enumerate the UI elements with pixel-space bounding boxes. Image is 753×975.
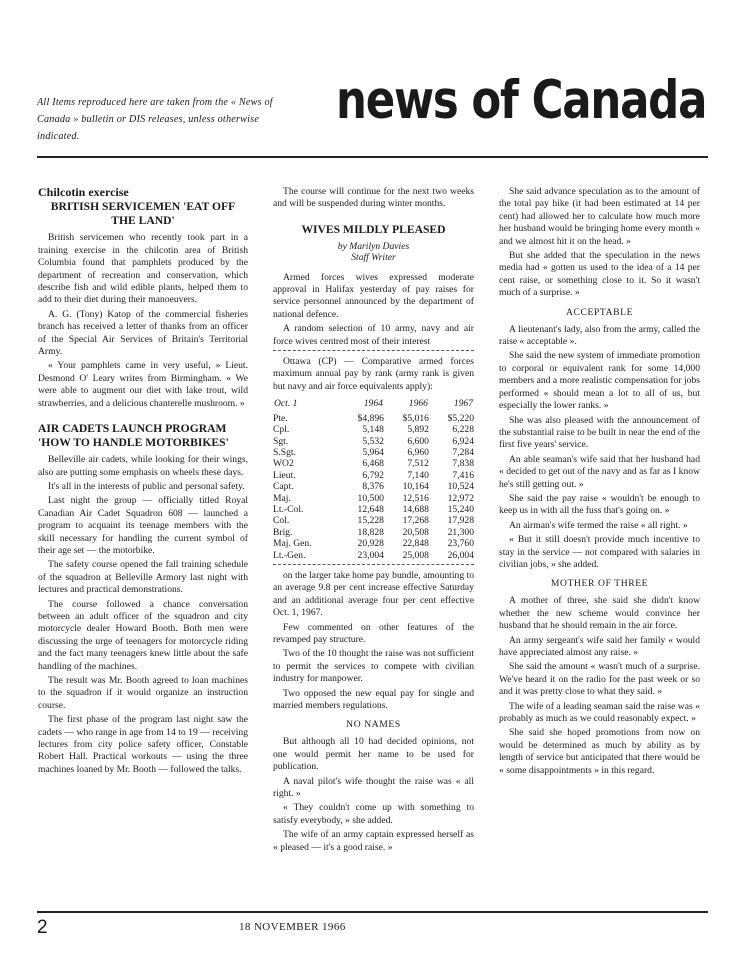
pay-cell: 20,508 — [402, 526, 429, 538]
pay-table-row — [273, 493, 474, 504]
rank-cell: Brig. — [273, 526, 293, 538]
pay-cell: 15,240 — [447, 503, 474, 515]
article2-body — [38, 454, 248, 776]
pay-cell: 7,512 — [407, 458, 429, 470]
footer-rule — [37, 911, 708, 913]
paragraph: A. G. (Tony) Katop of the commercial fisheries branch has received a letter of thanks from an officer of the Special Air Services of Britain's Territorial Army. — [38, 308, 248, 358]
column-3 — [499, 186, 700, 779]
rank-cell: Sgt. — [273, 435, 289, 447]
subhead-mother-of-three: MOTHER OF THREE — [550, 578, 649, 590]
paragraph: Belleville air cadets, while looking for their wings, also are putting some emphasis on wheels these days. — [38, 454, 248, 478]
pay-cell: $5,220 — [447, 412, 474, 424]
rank-cell: Maj. — [273, 492, 291, 504]
pay-cell: 14,688 — [402, 503, 429, 515]
paragraph: The wife of a leading seaman said the raise was « probably as much as we could reasonably expect. » — [499, 700, 700, 725]
pay-cell: 6,228 — [452, 424, 474, 436]
pay-cell: 20,928 — [357, 538, 384, 550]
column-1 — [38, 186, 248, 778]
article1-headline: BRITISH SERVICEMEN 'EAT OFF THE LAND' — [50, 200, 236, 228]
paragraph: The course will continue for the next two weeks and will be suspended during winter months. — [273, 186, 474, 210]
page-number: 2 — [37, 917, 48, 938]
pay-cell: 6,924 — [452, 435, 474, 447]
article1-body — [38, 232, 248, 410]
paragraph: Few commented on other features of the revamped pay structure. — [273, 621, 474, 645]
pay-table-intro: Ottawa (CP) — Comparative armed forces maximum annual pay by rank (army rank is given but navy and air force equivalents apply): — [273, 356, 474, 392]
rank-cell: WO2 — [273, 458, 294, 470]
rank-cell: Pte. — [273, 412, 288, 424]
paragraph: « Your pamphlets came in very useful, » Lieut. Desmond O' Leary writes from Birmingham. « We were able to augment our diet with lake trout, wild strawberries, and a delicious chanterelle mushroom. » — [38, 360, 248, 409]
paragraph: The wife of an army captain expressed herself as « pleased — it's a good raise. » — [273, 829, 474, 853]
paragraph: The first phase of the program last night saw the cadets — who range in age from 14 to 19 — receiving lectures from city police safety officer, Constable Robert Hall. Practical workouts — using the three machines loaned by Mr. Booth — followed the talks. — [38, 714, 248, 775]
paragraph: But she added that the speculation in the news media had « gotten us used to the idea of a 14 per cent raise, or something close to it. So it wasn't much of a surprise. » — [499, 250, 700, 299]
pay-table-body — [273, 413, 474, 561]
pay-table-row — [273, 515, 474, 526]
paragraph: She was also pleased with the announcement of the substantial raise to be built in near the end of the first five years' service. — [499, 414, 700, 451]
article3-byline: by Marilyn Davies — [337, 240, 410, 252]
pay-table-header: 1967 — [453, 398, 473, 410]
pay-cell: 17,268 — [402, 515, 429, 527]
paragraph: « They couldn't come up with something to satisfy everybody, » she added. — [273, 802, 474, 826]
paragraph: on the larger take home pay bundle, amounting to an average 9.8 per cent increase effective Saturday and an additional average four per cent effective Oct. 1, 1967. — [273, 569, 474, 619]
pay-table — [273, 397, 474, 561]
paragraph: Two of the 10 thought the raise was not sufficient to permit the services to compete with civilian industry for manpower. — [273, 648, 474, 685]
issue-date: 18 NOVEMBER 1966 — [239, 921, 346, 933]
column-2 — [273, 186, 474, 856]
paragraph: A mother of three, she said she didn't know whether the new scheme would convince her husband that he should remain in the air force. — [499, 595, 700, 632]
paragraph: An able seaman's wife said that her husband had « decided to get out of the navy and as far as I know he's still getting out. » — [499, 453, 700, 490]
paragraph: A lieutenant's lady, also from the army, called the raise « acceptable ». — [499, 323, 700, 348]
pay-cell: 10,524 — [447, 481, 474, 493]
pay-cell: 7,838 — [452, 458, 474, 470]
pay-table-row — [273, 436, 474, 447]
paragraph: An airman's wife termed the raise « all right. » — [509, 519, 688, 531]
pay-cell: 5,148 — [362, 424, 384, 436]
rank-cell: Capt. — [273, 481, 294, 493]
rank-cell: Cpl. — [273, 424, 290, 436]
rank-cell: Col. — [273, 515, 290, 527]
paragraph: She said she hoped promotions from now on would be determined as much by ability as by length of service but anticipated that there would be « some disappointments » in this regard. — [499, 727, 700, 776]
paragraph: It's all in the interests of public and personal safety. — [48, 480, 245, 492]
subhead-no-names: NO NAMES — [346, 719, 401, 731]
pay-table-row — [273, 550, 474, 561]
pay-cell: 7,140 — [407, 469, 429, 481]
pay-cell: 5,964 — [362, 446, 384, 458]
pay-table-row — [273, 447, 474, 458]
pay-cell: $5,016 — [402, 412, 429, 424]
rank-cell: Lt.-Col. — [273, 503, 304, 515]
article1-kicker: Chilcotin exercise — [38, 185, 129, 199]
pay-cell: 12,972 — [447, 492, 474, 504]
pay-table-header: 1966 — [408, 398, 428, 410]
pay-cell: $4,896 — [357, 412, 384, 424]
paragraph: But although all 10 had decided opinions, not one would permit her name to be used for publication. — [273, 736, 474, 773]
article3-headline: WIVES MILDLY PLEASED — [301, 222, 446, 236]
paragraph: A naval pilot's wife thought the raise was « all right. » — [273, 775, 474, 800]
paragraph: An army sergeant's wife said her family « would have appreciated almost any raise. » — [499, 634, 700, 658]
paragraph: Two opposed the new equal pay for single and married members regulations. — [273, 687, 474, 712]
pay-cell: 18,828 — [357, 526, 384, 538]
paragraph: Armed forces wives expressed moderate approval in Halifax yesterday of pay raises for service personnel announced by the department of national defence. — [273, 271, 474, 320]
paragraph: The result was Mr. Booth agreed to loan machines to the squadron if it would organize an instruction course. — [38, 675, 248, 711]
pay-cell: 21,300 — [447, 526, 474, 538]
rank-cell: Lieut. — [273, 469, 296, 481]
pay-cell: 17,928 — [447, 515, 474, 527]
pay-table-row — [273, 504, 474, 515]
masthead-title: news of Canada — [336, 70, 707, 131]
intro-note: All Items reproduced here are taken from the « News of Canada » bulletin or DIS releases, unless otherwise indicated. — [37, 97, 273, 142]
paragraph: British servicemen who recently took part in a training exercise in the chilcotin area of British Columbia found that pamphlets produced by the department of recreation and conservation, which describe fish and wild edible plants, helped them to add to their diet during their manoeuvers. — [38, 232, 248, 306]
pay-cell: 10,500 — [357, 492, 384, 504]
paragraph: She said the pay raise « wouldn't be enough to keep us in with all the fuss that's going on. » — [499, 492, 700, 517]
pay-table-row — [273, 413, 474, 424]
paragraph: She said advance speculation as to the amount of the total pay hike (it had been estimated at 14 per cent) had allowed her to calculate how much more her husband would be bringing home every month « and we almost hit it on the head. » — [499, 186, 700, 247]
pay-cell: 15,228 — [357, 515, 384, 527]
article2-headline: AIR CADETS LAUNCH PROGRAM 'HOW TO HANDLE MOTORBIKES' — [38, 422, 229, 450]
pay-cell: 7,284 — [452, 446, 474, 458]
pay-table-row — [273, 527, 474, 538]
pay-cell: 12,648 — [357, 503, 384, 515]
paragraph: A random selection of 10 army, navy and air force wives centred most of their interest — [273, 323, 474, 347]
pay-cell: 22,848 — [402, 538, 429, 550]
header-rule — [37, 156, 708, 158]
pay-cell: 25,008 — [402, 549, 429, 561]
rank-cell: Maj. Gen. — [273, 538, 312, 550]
pay-table-header-row — [273, 397, 474, 412]
paragraph: « But it still doesn't provide much incentive to stay in the service — not compared with salaries in civilian jobs, » she added. — [499, 534, 700, 570]
paragraph: The safety course opened the fall training schedule of the squadron at Belleville Armory last night with lectures and practical demonstrations. — [38, 559, 248, 596]
pay-table-header: 1964 — [363, 398, 383, 410]
table-bottom-rule — [273, 564, 474, 565]
pay-cell: 5,892 — [407, 424, 429, 436]
pay-cell: 8,376 — [362, 481, 384, 493]
pay-cell: 6,468 — [362, 458, 384, 470]
subhead-acceptable: ACCEPTABLE — [565, 306, 634, 318]
pay-cell: 6,792 — [362, 469, 384, 481]
pay-table-row — [273, 458, 474, 469]
pay-cell: 12,516 — [402, 492, 429, 504]
rank-cell: Lt.-Gen. — [273, 549, 306, 561]
paragraph: She said the amount « wasn't much of a surprise. We've heard it on the radio for the past week or so and it was pretty close to what they said. » — [499, 661, 700, 698]
table-top-rule — [273, 350, 474, 351]
rank-cell: S.Sgt. — [273, 446, 296, 458]
pay-cell: 23,760 — [447, 538, 474, 550]
paragraph: Last night the group — officially titled Royal Canadian Air Cadet Squadron 608 — launched a program to acquaint its teenage members with the skill necessary for handling the current symbol of their age set — the motorbike. — [38, 495, 248, 556]
pay-cell: 7,416 — [452, 469, 474, 481]
pay-table-row — [273, 481, 474, 492]
pay-table-row — [273, 424, 474, 435]
pay-table-row — [273, 538, 474, 549]
paragraph: The course followed a chance conversation between an adult officer of the squadron and city motorcycle dealer Howard Booth. Both men were discussing the urge of teenagers for motorcycle riding and the fact many teenagers knew little about the safe handling of the machines. — [38, 598, 248, 672]
paragraph: She said the new system of immediate promotion to corporal or equivalent rank for some 14,000 members and a more realistic compensation for jobs performed « should mean a lot to all of us, but especially the lower ranks. » — [499, 350, 700, 412]
pay-cell: 10,164 — [402, 481, 429, 493]
pay-cell: 6,600 — [407, 435, 429, 447]
pay-cell: 23,004 — [357, 549, 384, 561]
pay-cell: 6,960 — [407, 446, 429, 458]
article3-byline-role: Staff Writer — [351, 252, 396, 264]
pay-table-header: Oct. 1 — [274, 398, 298, 410]
pay-cell: 5,532 — [362, 435, 384, 447]
pay-table-row — [273, 470, 474, 481]
pay-cell: 26,004 — [447, 549, 474, 561]
